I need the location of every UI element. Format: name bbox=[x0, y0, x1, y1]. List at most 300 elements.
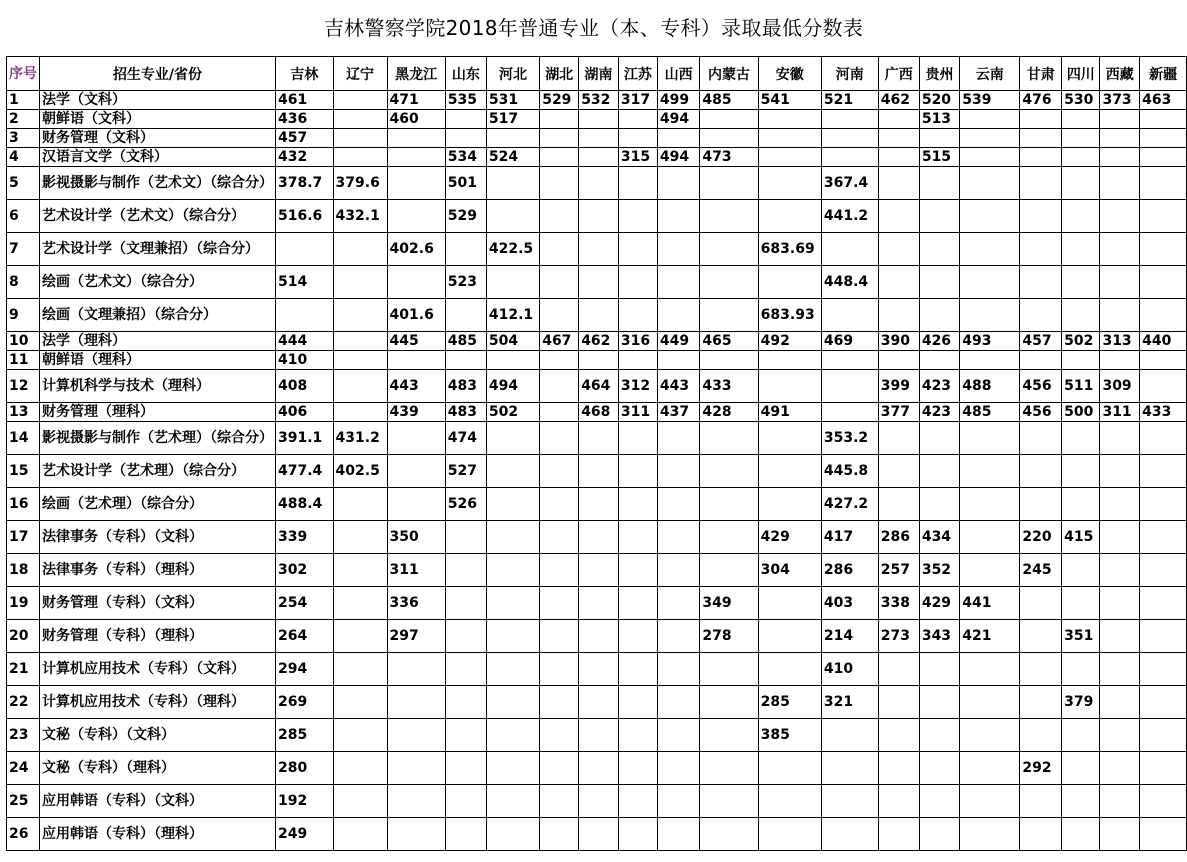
score-cell bbox=[758, 785, 821, 818]
score-cell bbox=[579, 719, 619, 752]
score-cell bbox=[579, 266, 619, 299]
score-cell bbox=[1020, 686, 1062, 719]
score-cell bbox=[657, 587, 700, 620]
score-cell bbox=[878, 129, 919, 148]
score-cell bbox=[1100, 686, 1140, 719]
score-cell: 432.1 bbox=[333, 200, 387, 233]
score-cell bbox=[618, 752, 657, 785]
row-index: 15 bbox=[7, 455, 40, 488]
score-cell bbox=[657, 167, 700, 200]
score-cell bbox=[919, 653, 959, 686]
score-cell bbox=[960, 455, 1020, 488]
score-cell: 434 bbox=[919, 521, 959, 554]
score-cell bbox=[540, 488, 579, 521]
score-cell bbox=[486, 351, 539, 370]
score-cell: 485 bbox=[700, 91, 758, 110]
score-cell: 339 bbox=[276, 521, 334, 554]
score-cell bbox=[657, 422, 700, 455]
score-cell: 488 bbox=[960, 370, 1020, 403]
score-cell bbox=[618, 587, 657, 620]
score-cell: 441 bbox=[960, 587, 1020, 620]
score-cell: 511 bbox=[1062, 370, 1100, 403]
score-cell bbox=[657, 200, 700, 233]
score-cell bbox=[618, 299, 657, 332]
major-name: 影视摄影与制作（艺术文）（综合分） bbox=[40, 167, 276, 200]
score-cell: 390 bbox=[878, 332, 919, 351]
score-cell bbox=[758, 148, 821, 167]
score-cell bbox=[333, 266, 387, 299]
score-cell bbox=[919, 752, 959, 785]
score-cell bbox=[1020, 620, 1062, 653]
score-cell: 515 bbox=[919, 148, 959, 167]
score-cell bbox=[540, 266, 579, 299]
score-cell bbox=[1140, 299, 1187, 332]
score-cell bbox=[878, 785, 919, 818]
row-index: 24 bbox=[7, 752, 40, 785]
score-cell bbox=[1140, 554, 1187, 587]
score-cell: 352 bbox=[919, 554, 959, 587]
score-cell bbox=[758, 129, 821, 148]
score-cell: 428 bbox=[700, 403, 758, 422]
score-cell bbox=[1140, 488, 1187, 521]
score-cell bbox=[618, 200, 657, 233]
score-cell bbox=[486, 785, 539, 818]
score-cell bbox=[700, 521, 758, 554]
score-cell bbox=[1100, 299, 1140, 332]
score-cell bbox=[276, 233, 334, 266]
score-cell bbox=[960, 752, 1020, 785]
score-cell bbox=[821, 403, 878, 422]
score-cell bbox=[919, 167, 959, 200]
score-cell: 410 bbox=[276, 351, 334, 370]
score-cell bbox=[960, 719, 1020, 752]
row-index: 16 bbox=[7, 488, 40, 521]
header-province: 湖南 bbox=[579, 57, 619, 91]
score-cell: 463 bbox=[1140, 91, 1187, 110]
score-cell bbox=[333, 299, 387, 332]
major-name: 绘画（文理兼招）（综合分） bbox=[40, 299, 276, 332]
score-cell bbox=[960, 148, 1020, 167]
score-cell bbox=[579, 129, 619, 148]
score-cell: 285 bbox=[276, 719, 334, 752]
score-cell bbox=[333, 148, 387, 167]
score-cell bbox=[758, 200, 821, 233]
score-cell bbox=[1100, 554, 1140, 587]
score-cell bbox=[758, 351, 821, 370]
score-cell bbox=[579, 818, 619, 851]
score-cell: 468 bbox=[579, 403, 619, 422]
score-cell: 338 bbox=[878, 587, 919, 620]
score-cell bbox=[1062, 148, 1100, 167]
row-index: 5 bbox=[7, 167, 40, 200]
score-cell bbox=[657, 785, 700, 818]
major-name: 绘画（艺术理）（综合分） bbox=[40, 488, 276, 521]
score-cell bbox=[1020, 351, 1062, 370]
score-cell bbox=[1100, 653, 1140, 686]
score-cell bbox=[445, 521, 486, 554]
score-cell bbox=[333, 587, 387, 620]
score-cell bbox=[700, 686, 758, 719]
score-cell bbox=[960, 521, 1020, 554]
score-cell: 391.1 bbox=[276, 422, 334, 455]
score-cell bbox=[878, 686, 919, 719]
score-cell bbox=[1020, 488, 1062, 521]
score-cell bbox=[579, 455, 619, 488]
major-name: 计算机科学与技术（理科） bbox=[40, 370, 276, 403]
row-index: 1 bbox=[7, 91, 40, 110]
score-cell: 445 bbox=[387, 332, 445, 351]
admission-score-table bbox=[6, 56, 1187, 851]
row-index: 6 bbox=[7, 200, 40, 233]
score-cell bbox=[540, 653, 579, 686]
table-row bbox=[7, 233, 1187, 266]
score-cell: 280 bbox=[276, 752, 334, 785]
major-name: 计算机应用技术（专科）（文科） bbox=[40, 653, 276, 686]
score-cell bbox=[657, 686, 700, 719]
score-cell bbox=[919, 488, 959, 521]
score-cell: 294 bbox=[276, 653, 334, 686]
score-cell bbox=[486, 719, 539, 752]
score-cell bbox=[1140, 653, 1187, 686]
score-cell: 457 bbox=[276, 129, 334, 148]
score-cell bbox=[445, 299, 486, 332]
table-row bbox=[7, 148, 1187, 167]
score-cell bbox=[540, 752, 579, 785]
score-cell bbox=[486, 455, 539, 488]
score-cell bbox=[1062, 266, 1100, 299]
score-cell bbox=[1140, 233, 1187, 266]
major-name: 汉语言文学（文科） bbox=[40, 148, 276, 167]
score-cell bbox=[1100, 719, 1140, 752]
score-cell bbox=[1062, 455, 1100, 488]
score-cell bbox=[919, 818, 959, 851]
score-cell bbox=[333, 403, 387, 422]
header-province: 河北 bbox=[486, 57, 539, 91]
row-index: 12 bbox=[7, 370, 40, 403]
score-cell bbox=[1062, 422, 1100, 455]
score-cell bbox=[540, 587, 579, 620]
score-cell bbox=[1140, 148, 1187, 167]
score-cell bbox=[960, 785, 1020, 818]
score-cell bbox=[960, 200, 1020, 233]
score-cell bbox=[1100, 129, 1140, 148]
score-cell bbox=[540, 620, 579, 653]
score-cell bbox=[1100, 620, 1140, 653]
table-header-row bbox=[7, 57, 1187, 91]
row-index: 18 bbox=[7, 554, 40, 587]
score-cell bbox=[387, 129, 445, 148]
score-cell: 476 bbox=[1020, 91, 1062, 110]
score-cell bbox=[1020, 299, 1062, 332]
table-row bbox=[7, 488, 1187, 521]
score-cell bbox=[486, 587, 539, 620]
score-cell bbox=[758, 422, 821, 455]
score-cell bbox=[486, 554, 539, 587]
score-cell bbox=[700, 554, 758, 587]
score-cell bbox=[445, 686, 486, 719]
score-cell bbox=[1062, 233, 1100, 266]
major-name: 艺术设计学（艺术理）（综合分） bbox=[40, 455, 276, 488]
header-province: 广西 bbox=[878, 57, 919, 91]
score-cell bbox=[540, 403, 579, 422]
score-cell bbox=[657, 554, 700, 587]
score-cell: 464 bbox=[579, 370, 619, 403]
row-index: 26 bbox=[7, 818, 40, 851]
score-cell: 311 bbox=[1100, 403, 1140, 422]
score-cell bbox=[657, 818, 700, 851]
table-row bbox=[7, 785, 1187, 818]
score-cell bbox=[1100, 200, 1140, 233]
score-cell: 523 bbox=[445, 266, 486, 299]
score-cell bbox=[618, 719, 657, 752]
header-province: 安徽 bbox=[758, 57, 821, 91]
score-cell bbox=[878, 752, 919, 785]
score-cell bbox=[445, 719, 486, 752]
major-name: 艺术设计学（文理兼招）（综合分） bbox=[40, 233, 276, 266]
score-cell: 429 bbox=[758, 521, 821, 554]
score-cell bbox=[540, 200, 579, 233]
header-province: 湖北 bbox=[540, 57, 579, 91]
score-cell bbox=[1100, 818, 1140, 851]
score-cell bbox=[960, 110, 1020, 129]
score-cell: 514 bbox=[276, 266, 334, 299]
score-cell bbox=[878, 653, 919, 686]
major-name: 朝鲜语（理科） bbox=[40, 351, 276, 370]
score-cell bbox=[540, 422, 579, 455]
score-cell bbox=[387, 653, 445, 686]
score-cell: 423 bbox=[919, 403, 959, 422]
score-cell bbox=[758, 455, 821, 488]
score-cell bbox=[486, 167, 539, 200]
score-cell: 456 bbox=[1020, 370, 1062, 403]
score-cell bbox=[333, 110, 387, 129]
major-name: 计算机应用技术（专科）（理科） bbox=[40, 686, 276, 719]
score-cell bbox=[540, 455, 579, 488]
score-cell: 483 bbox=[445, 403, 486, 422]
score-cell bbox=[821, 818, 878, 851]
score-cell bbox=[919, 719, 959, 752]
score-cell: 462 bbox=[579, 332, 619, 351]
score-cell bbox=[657, 488, 700, 521]
score-cell: 378.7 bbox=[276, 167, 334, 200]
score-cell bbox=[1020, 266, 1062, 299]
score-cell: 502 bbox=[1062, 332, 1100, 351]
score-cell bbox=[1140, 587, 1187, 620]
score-cell bbox=[758, 167, 821, 200]
score-cell bbox=[445, 110, 486, 129]
score-cell: 350 bbox=[387, 521, 445, 554]
table-row bbox=[7, 110, 1187, 129]
score-cell: 521 bbox=[821, 91, 878, 110]
score-cell: 474 bbox=[445, 422, 486, 455]
table-row bbox=[7, 686, 1187, 719]
score-cell bbox=[333, 653, 387, 686]
score-cell bbox=[579, 110, 619, 129]
score-cell bbox=[700, 752, 758, 785]
score-cell bbox=[960, 167, 1020, 200]
score-cell bbox=[657, 653, 700, 686]
page-title: 吉林警察学院2018年普通专业（本、专科）录取最低分数表 bbox=[323, 16, 864, 40]
header-province: 贵州 bbox=[919, 57, 959, 91]
score-cell: 379 bbox=[1062, 686, 1100, 719]
score-cell bbox=[657, 129, 700, 148]
score-cell bbox=[618, 653, 657, 686]
score-cell bbox=[333, 129, 387, 148]
score-cell: 499 bbox=[657, 91, 700, 110]
score-cell: 422.5 bbox=[486, 233, 539, 266]
score-cell: 351 bbox=[1062, 620, 1100, 653]
score-cell bbox=[1020, 233, 1062, 266]
score-cell bbox=[618, 422, 657, 455]
major-name: 绘画（艺术文）（综合分） bbox=[40, 266, 276, 299]
table-row bbox=[7, 370, 1187, 403]
score-cell: 297 bbox=[387, 620, 445, 653]
score-cell: 501 bbox=[445, 167, 486, 200]
score-cell bbox=[579, 521, 619, 554]
score-cell bbox=[579, 299, 619, 332]
table-row bbox=[7, 818, 1187, 851]
score-cell bbox=[486, 200, 539, 233]
score-cell: 408 bbox=[276, 370, 334, 403]
score-cell: 401.6 bbox=[387, 299, 445, 332]
score-cell bbox=[579, 351, 619, 370]
score-cell bbox=[700, 200, 758, 233]
score-cell bbox=[1062, 719, 1100, 752]
score-cell: 513 bbox=[919, 110, 959, 129]
score-cell bbox=[579, 752, 619, 785]
score-cell bbox=[579, 620, 619, 653]
score-cell bbox=[540, 299, 579, 332]
score-cell bbox=[821, 719, 878, 752]
score-cell bbox=[486, 129, 539, 148]
major-name: 朝鲜语（文科） bbox=[40, 110, 276, 129]
major-name: 法律事务（专科）（文科） bbox=[40, 521, 276, 554]
score-cell bbox=[960, 351, 1020, 370]
score-cell bbox=[878, 167, 919, 200]
score-cell bbox=[1062, 200, 1100, 233]
table-row bbox=[7, 521, 1187, 554]
score-cell: 273 bbox=[878, 620, 919, 653]
score-cell: 439 bbox=[387, 403, 445, 422]
row-index: 13 bbox=[7, 403, 40, 422]
header-province: 西藏 bbox=[1100, 57, 1140, 91]
score-cell bbox=[1100, 266, 1140, 299]
score-cell bbox=[540, 351, 579, 370]
score-cell: 402.5 bbox=[333, 455, 387, 488]
score-cell: 192 bbox=[276, 785, 334, 818]
score-cell: 494 bbox=[486, 370, 539, 403]
score-cell: 527 bbox=[445, 455, 486, 488]
score-cell bbox=[618, 167, 657, 200]
score-cell bbox=[758, 620, 821, 653]
score-cell: 286 bbox=[821, 554, 878, 587]
score-cell: 494 bbox=[657, 148, 700, 167]
score-cell bbox=[1140, 620, 1187, 653]
score-cell: 531 bbox=[486, 91, 539, 110]
score-cell bbox=[618, 351, 657, 370]
header-province: 黑龙江 bbox=[387, 57, 445, 91]
score-cell bbox=[387, 351, 445, 370]
score-cell bbox=[618, 455, 657, 488]
score-cell bbox=[1020, 110, 1062, 129]
score-cell: 379.6 bbox=[333, 167, 387, 200]
score-cell bbox=[333, 521, 387, 554]
score-cell bbox=[333, 233, 387, 266]
score-cell: 353.2 bbox=[821, 422, 878, 455]
major-name: 应用韩语（专科）（文科） bbox=[40, 785, 276, 818]
score-cell bbox=[1020, 719, 1062, 752]
score-cell bbox=[878, 266, 919, 299]
score-cell: 539 bbox=[960, 91, 1020, 110]
score-cell: 504 bbox=[486, 332, 539, 351]
score-cell: 485 bbox=[960, 403, 1020, 422]
score-cell bbox=[486, 653, 539, 686]
score-cell bbox=[618, 554, 657, 587]
score-cell bbox=[1020, 785, 1062, 818]
row-index: 19 bbox=[7, 587, 40, 620]
row-index: 4 bbox=[7, 148, 40, 167]
row-index: 20 bbox=[7, 620, 40, 653]
score-cell bbox=[540, 110, 579, 129]
score-cell: 433 bbox=[700, 370, 758, 403]
score-cell bbox=[333, 554, 387, 587]
score-cell: 214 bbox=[821, 620, 878, 653]
score-cell: 367.4 bbox=[821, 167, 878, 200]
score-cell bbox=[1100, 752, 1140, 785]
score-cell bbox=[618, 620, 657, 653]
score-cell bbox=[1100, 488, 1140, 521]
score-cell bbox=[387, 818, 445, 851]
score-cell bbox=[960, 129, 1020, 148]
score-cell: 312 bbox=[618, 370, 657, 403]
score-cell bbox=[878, 110, 919, 129]
score-cell bbox=[1020, 167, 1062, 200]
major-name: 财务管理（专科）（理科） bbox=[40, 620, 276, 653]
score-cell bbox=[1062, 167, 1100, 200]
score-cell bbox=[919, 266, 959, 299]
score-cell bbox=[1062, 110, 1100, 129]
score-cell bbox=[919, 785, 959, 818]
score-cell: 278 bbox=[700, 620, 758, 653]
score-cell: 502 bbox=[486, 403, 539, 422]
score-cell: 443 bbox=[387, 370, 445, 403]
score-cell bbox=[1020, 653, 1062, 686]
score-cell bbox=[445, 129, 486, 148]
score-cell bbox=[540, 370, 579, 403]
score-cell: 427.2 bbox=[821, 488, 878, 521]
score-cell bbox=[387, 422, 445, 455]
score-cell bbox=[758, 818, 821, 851]
score-cell bbox=[486, 752, 539, 785]
score-cell: 417 bbox=[821, 521, 878, 554]
score-cell bbox=[540, 719, 579, 752]
score-cell bbox=[700, 818, 758, 851]
score-cell bbox=[657, 620, 700, 653]
score-cell bbox=[333, 370, 387, 403]
score-cell bbox=[919, 299, 959, 332]
score-cell: 336 bbox=[387, 587, 445, 620]
score-cell: 524 bbox=[486, 148, 539, 167]
row-index: 3 bbox=[7, 129, 40, 148]
score-cell: 448.4 bbox=[821, 266, 878, 299]
score-cell: 469 bbox=[821, 332, 878, 351]
score-cell bbox=[657, 752, 700, 785]
score-cell bbox=[579, 686, 619, 719]
score-cell bbox=[333, 332, 387, 351]
score-cell bbox=[700, 653, 758, 686]
score-cell bbox=[1140, 818, 1187, 851]
score-cell bbox=[445, 554, 486, 587]
